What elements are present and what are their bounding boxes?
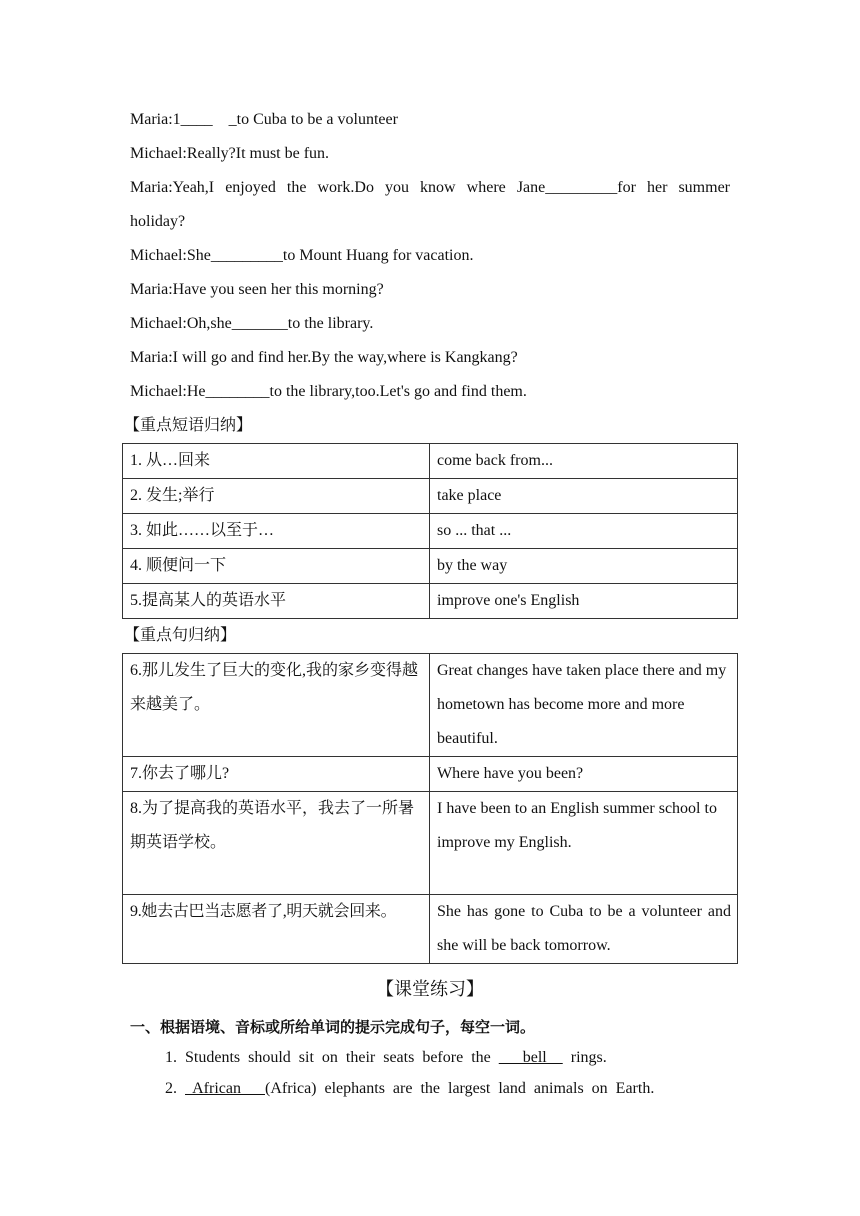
phrase-en: take place xyxy=(430,479,738,514)
sentence-cn: 6.那儿发生了巨大的变化,我的家乡变得越来越美了。 xyxy=(123,654,430,757)
sentence-en: Great changes have taken place there and my hometown has become more and more beautiful. xyxy=(430,654,738,757)
phrase-en: come back from... xyxy=(430,444,738,479)
exercise-1 xyxy=(130,1042,730,1073)
sentence-cn: 9.她去古巴当志愿者了,明天就会回来。 xyxy=(123,895,430,964)
exercise-text: 1. Students should sit on their seats before the xyxy=(165,1049,499,1066)
sentences-table xyxy=(122,653,738,964)
exercise-text: 2. xyxy=(165,1080,185,1097)
phrase-cn: 5.提高某人的英语水平 xyxy=(123,584,430,619)
dialogue-line-4: Michael:She_________to Mount Huang for vacation. xyxy=(130,247,474,264)
exercise-text: rings. xyxy=(562,1049,607,1066)
table-row xyxy=(123,444,738,479)
phrases-table xyxy=(122,443,738,619)
part-one-title: 一、根据语境、音标或所给单词的提示完成句子，每空一词。 xyxy=(130,1018,536,1036)
sentence-en: She has gone to Cuba to be a volunteer and she will be back tomorrow. xyxy=(430,895,738,964)
phrase-cn: 1. 从…回来 xyxy=(123,444,430,479)
phrase-cn: 3. 如此……以至于… xyxy=(123,514,430,549)
sentences-heading: 【重点句归纳】 xyxy=(124,627,237,644)
table-row xyxy=(123,895,738,964)
table-row xyxy=(123,654,738,757)
phrase-en: by the way xyxy=(430,549,738,584)
exercise-text: (Africa) elephants are the largest land animals on Earth. xyxy=(264,1080,655,1097)
dialogue-line-7: Maria:I will go and find her.By the way,where is Kangkang? xyxy=(130,349,518,366)
phrase-cn: 2. 发生;举行 xyxy=(123,479,430,514)
phrases-heading: 【重点短语归纳】 xyxy=(124,417,253,434)
document-page xyxy=(124,103,731,1104)
table-row xyxy=(123,792,738,895)
table-row xyxy=(123,514,738,549)
dialogue-line-5: Maria:Have you seen her this morning? xyxy=(130,281,384,298)
exercise-2 xyxy=(130,1073,730,1104)
sentence-cn: 8.为了提高我的英语水平，我去了一所暑期英语学校。 xyxy=(123,792,430,895)
practice-title: 【课堂练习】 xyxy=(376,979,484,999)
phrase-cn: 4. 顺便问一下 xyxy=(123,549,430,584)
dialogue-line-1: Maria:1____ _to Cuba to be a volunteer xyxy=(130,111,398,128)
dialogue-line-3: Maria:Yeah,I enjoyed the work.Do you know where Jane_________for her summer holiday? xyxy=(130,179,730,230)
sentence-en: I have been to an English summer school to improve my English. xyxy=(430,792,738,895)
dialogue-line-8: Michael:He________to the library,too.Let's go and find them. xyxy=(130,383,527,400)
exercise-answer: African xyxy=(185,1080,265,1097)
table-row xyxy=(123,549,738,584)
table-row xyxy=(123,757,738,792)
phrase-en: improve one's English xyxy=(430,584,738,619)
phrase-en: so ... that ... xyxy=(430,514,738,549)
dialogue-line-2: Michael:Really?It must be fun. xyxy=(130,145,330,162)
sentence-cn: 7.你去了哪儿? xyxy=(123,757,430,792)
table-row xyxy=(123,584,738,619)
sentence-en: Where have you been? xyxy=(430,757,738,792)
table-row xyxy=(123,479,738,514)
dialogue-line-6: Michael:Oh,she_______to the library. xyxy=(130,315,374,332)
exercise-answer: bell xyxy=(498,1049,563,1066)
